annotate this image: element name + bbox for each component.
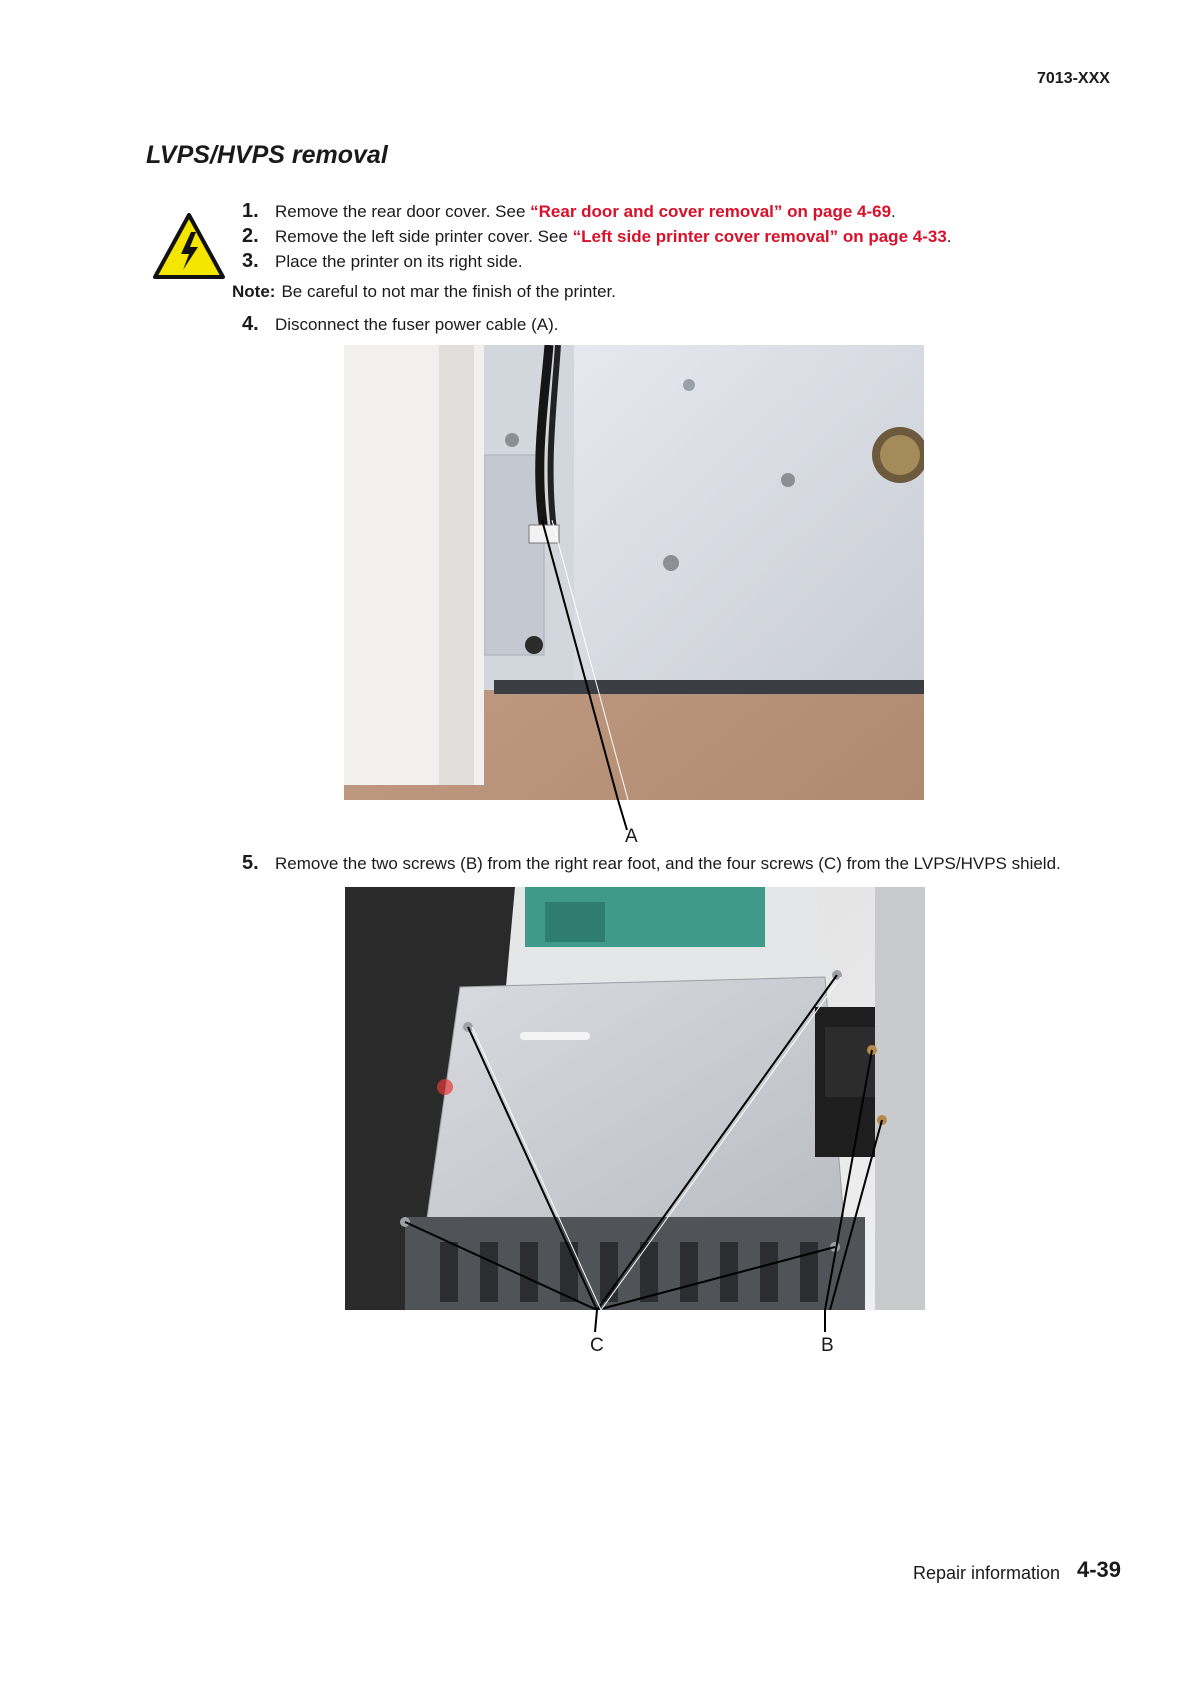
note-text: Be careful to not mar the finish of the printer. (281, 282, 616, 301)
electrical-hazard-icon (152, 212, 226, 280)
fuser-cable-photo (344, 345, 924, 800)
step-number: 3. (242, 250, 259, 272)
note-label: Note: (232, 282, 276, 301)
section-title: LVPS/HVPS removal (146, 141, 388, 169)
step-2 (242, 225, 952, 248)
note (232, 282, 616, 302)
callout-a-label: A (625, 826, 638, 847)
step-1-link[interactable]: “Rear door and cover removal” on page 4-69 (530, 202, 892, 221)
step-3 (242, 250, 523, 273)
step-punct: . (891, 202, 896, 221)
step-text: Remove the left side printer cover. See (275, 227, 573, 246)
footer-label: Repair information (913, 1563, 1061, 1583)
page-number: 4-39 (1077, 1557, 1122, 1582)
step-1 (242, 200, 896, 223)
lvps-shield-photo (345, 887, 925, 1310)
step-punct: . (946, 227, 952, 246)
callout-a-leader (344, 800, 644, 835)
step-number: 2. (242, 225, 259, 247)
callout-b-label: B (821, 1335, 834, 1356)
step-text: Remove the two screws (B) from the right rear foot, and the four screws (C) from the LVPS/HVPS shield. (275, 854, 1061, 873)
step-2-link[interactable]: “Left side printer cover removal” on page 4-33 (572, 227, 947, 246)
document-id: 7013-XXX (1037, 70, 1110, 87)
step-number: 5. (242, 852, 259, 874)
step-text: Remove the rear door cover. See (275, 202, 531, 221)
step-5 (242, 852, 1061, 875)
step-number: 1. (242, 200, 259, 222)
step-number: 4. (242, 313, 259, 335)
callout-c-label: C (590, 1335, 604, 1356)
step-text: Place the printer on its right side. (275, 252, 523, 271)
step-4 (242, 313, 558, 336)
callout-leaders (345, 1310, 925, 1340)
step-text: Disconnect the fuser power cable (A). (275, 315, 559, 334)
